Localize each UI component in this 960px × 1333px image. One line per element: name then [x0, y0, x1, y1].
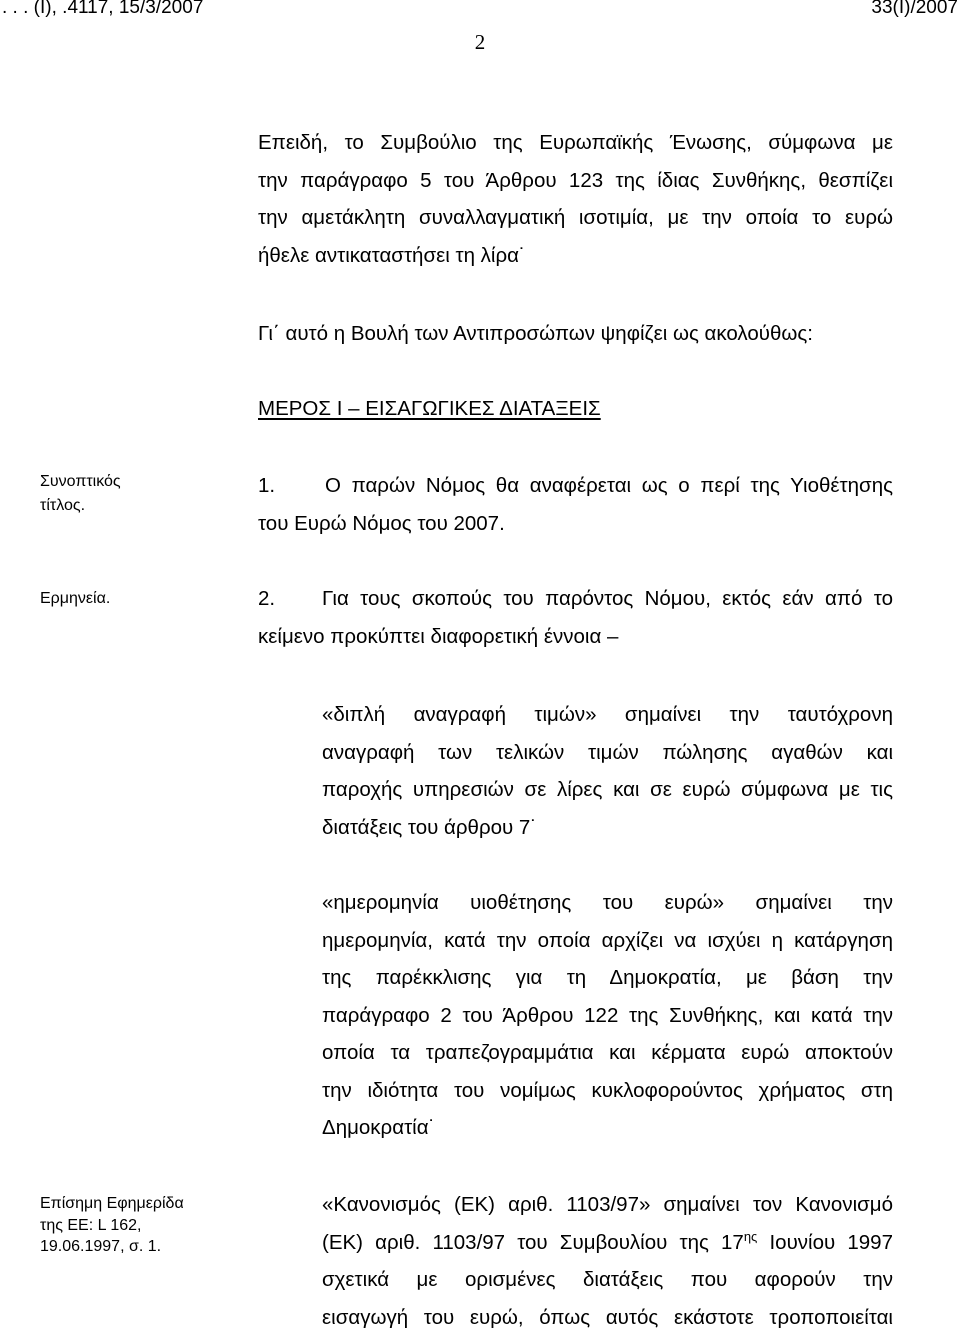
definition-line: αναγραφή των τελικών τιμών πώλησης αγαθών και	[322, 740, 893, 764]
part-heading-line	[258, 396, 893, 422]
preamble-line: Επειδή, το Συμβούλιο της Ευρωπαϊκής Ένωσης, σύμφωνα με	[258, 131, 893, 154]
definition-line: διατάξεις του άρθρου 7˙	[322, 815, 538, 839]
definition-euro-adoption-date	[322, 890, 893, 1141]
definition-line: παροχής υπηρεσιών σε λίρες και σε ευρώ σύμφωνα με τις	[322, 778, 893, 801]
definition-line-text: (ΕΚ) αριθ. 1103/97 του Συμβουλίου της 17	[322, 1230, 744, 1254]
section-1-first-line	[258, 473, 893, 499]
definition-line: της παρέκκλισης για τη Δημοκρατία, με βάση την	[322, 966, 893, 989]
section-text: Για τους σκοπούς του παρόντος Νόμου, εκτός εάν από το	[322, 587, 893, 610]
definition-line: εισαγωγή του ευρώ, όπως αυτός εκάστοτε τροποποιείται	[322, 1305, 893, 1329]
section-2	[258, 586, 893, 650]
definition-line: «διπλή αναγραφή τιμών» σημαίνει την ταυτόχρονη	[322, 703, 893, 726]
margin-note-line: 19.06.1997, σ. 1.	[40, 1238, 162, 1255]
enacting-clause	[258, 321, 893, 347]
preamble-line: την παράγραφο 5 του Άρθρου 123 της ίδιας Συνθήκης, θεσπίζει	[258, 168, 893, 192]
section-line: του Ευρώ Νόμος του 2007.	[258, 511, 505, 535]
margin-note-official-journal	[40, 1193, 184, 1258]
header-gazette-reference: . . . (Ι), .4117, 15/3/2007	[2, 0, 204, 18]
definition-line: την ιδιότητα του νομίμως κυκλοφορούντος χρήματος στη	[322, 1078, 893, 1102]
enacting-clause-text: Γι΄ αυτό η Βουλή των Αντιπροσώπων ψηφίζει ως ακολούθως:	[258, 322, 813, 345]
definition-line: σχετικά με ορισμένες διατάξεις που αφορούν την	[322, 1268, 893, 1291]
part-heading	[258, 396, 893, 422]
section-text: Ο παρών Νόμος θα αναφέρεται ως ο περί της Υιοθέτησης	[325, 474, 893, 497]
margin-note-line: Συνοπτικός	[40, 473, 121, 490]
definition-line: Δημοκρατία˙	[322, 1116, 436, 1139]
preamble-line: ήθελε αντικαταστήσει τη λίρα˙	[258, 243, 526, 267]
definition-dual-pricing	[322, 702, 893, 841]
definition-line-text: Ιουνίου 1997	[757, 1230, 893, 1254]
margin-note-line: Ερμηνεία.	[40, 590, 111, 607]
section-2-first-line	[258, 586, 893, 612]
margin-note-line: Επίσημη Εφημερίδα	[40, 1195, 184, 1212]
section-1	[258, 473, 893, 537]
definition-line: παράγραφο 2 του Άρθρου 122 της Συνθήκης, και κατά την	[322, 1003, 893, 1027]
margin-note-line: της ΕΕ: L 162,	[40, 1216, 142, 1234]
section-number: 2.	[258, 587, 276, 610]
page-number: 2	[474, 30, 486, 54]
part-heading-text: ΜΕΡΟΣ Ι – ΕΙΣΑΓΩΓΙΚΕΣ ΔΙΑΤΑΞΕΙΣ	[258, 397, 601, 420]
definition-line: «Κανονισμός (ΕΚ) αριθ. 1103/97» σημαίνει τον Κανονισμό	[322, 1193, 893, 1216]
margin-note-line: τίτλος.	[40, 497, 86, 514]
preamble-line: την αμετάκλητη συναλλαγματική ισοτιμία, με την οποία το ευρώ	[258, 206, 893, 229]
definition-line	[322, 1230, 893, 1256]
margin-note-interpretation	[40, 587, 110, 611]
definition-line: οποία τα τραπεζογραμμάτια και κέρματα ευρώ αποκτούν	[322, 1041, 893, 1064]
definition-regulation	[322, 1192, 893, 1331]
ordinal-suffix: ης	[743, 1228, 758, 1244]
section-number: 1.	[258, 474, 276, 497]
definition-line: «ημερομηνία υιοθέτησης του ευρώ» σημαίνει την	[322, 891, 893, 914]
header-law-number: 33(Ι)/2007	[871, 0, 958, 18]
definition-line: ημερομηνία, κατά την οποία αρχίζει να ισχύει η κατάργηση	[322, 928, 893, 952]
preamble-paragraph	[258, 130, 893, 269]
margin-note-short-title	[40, 470, 121, 518]
section-line: κείμενο προκύπτει διαφορετική έννοια –	[258, 624, 619, 648]
